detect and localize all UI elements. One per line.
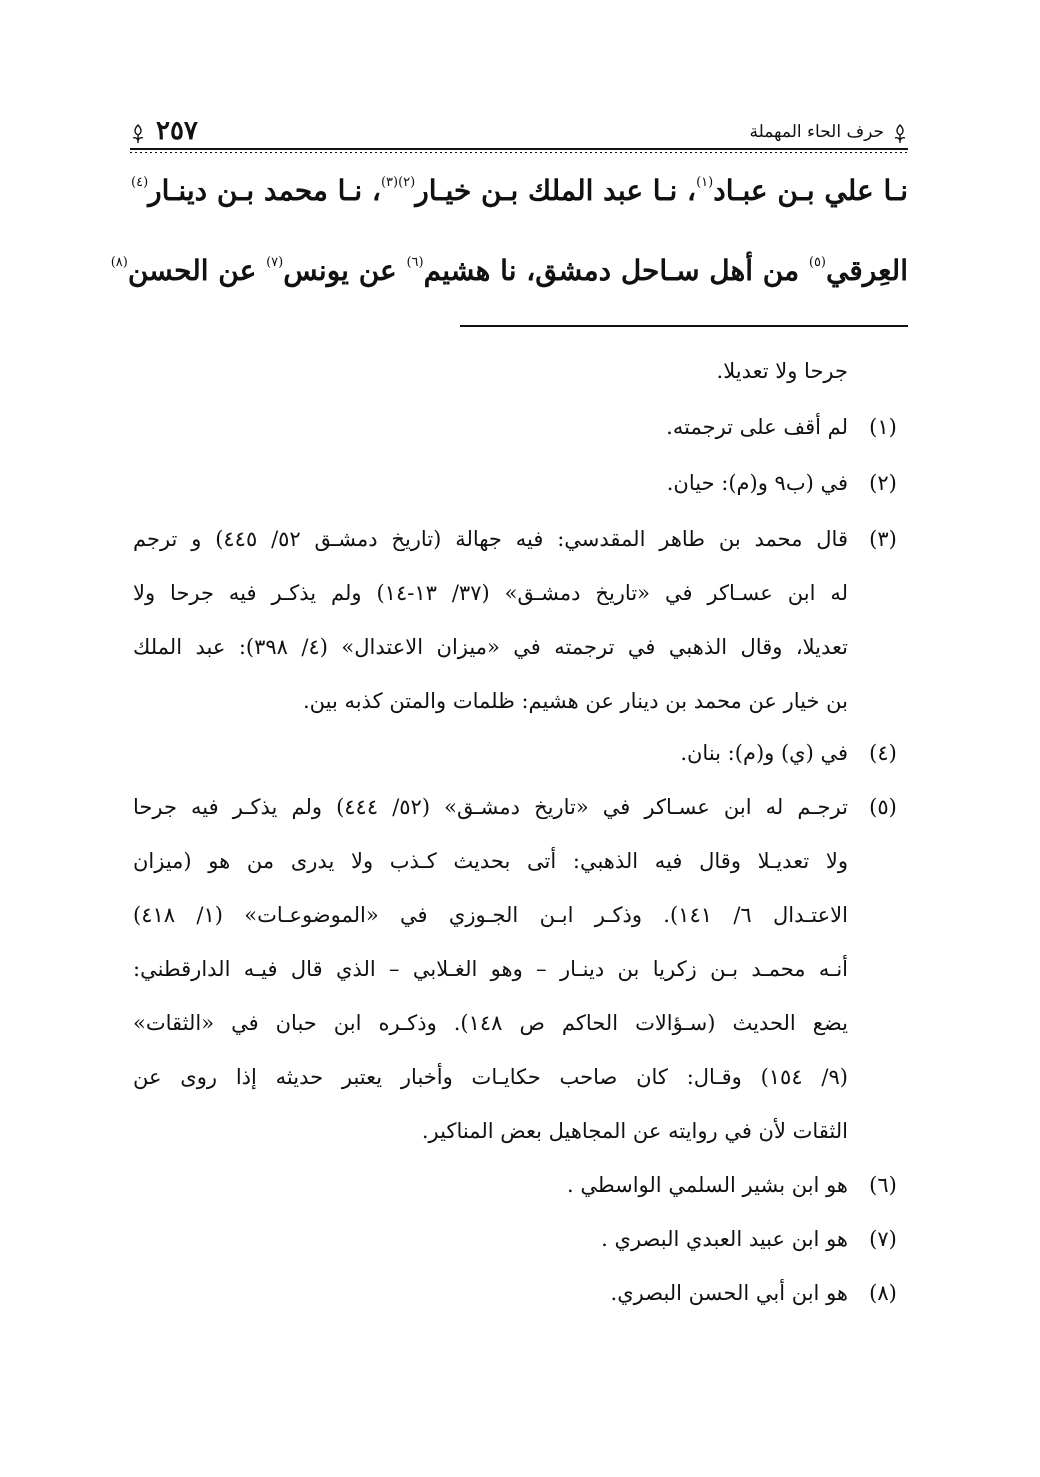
main-text: العِرقي xyxy=(826,254,908,287)
footnote-marker[interactable]: (٤) xyxy=(131,175,149,190)
footnote-text: ولا تعديـلا وقال فيه الذهبي: أتى بحديث كـذب ولا يدرى من هو (ميزان xyxy=(133,849,848,873)
footnote-text: هو ابن عبيد العبدي البصري . xyxy=(601,1227,848,1251)
page-number: ٢٥٧ xyxy=(156,116,198,146)
main-text: نـا علي بـن عبـاد xyxy=(713,174,908,207)
footnote-marker[interactable]: (٢)(٣) xyxy=(380,175,416,190)
footnote-marker[interactable]: (١) xyxy=(696,175,714,190)
footnote-number: (٦) xyxy=(869,1173,897,1197)
footnote-separator xyxy=(460,325,908,327)
footnote-text: يضع الحديث (سـؤالات الحاكم ص ١٤٨). وذكـره ابن حبان في «الثقات» xyxy=(133,1011,848,1035)
footnote-text: أنـه محمـد بـن زكريا بن دينـار – وهو الغـلابي – الذي قال فيـه الدارقطني: xyxy=(133,957,848,981)
footnote-number: (٥) xyxy=(869,795,897,819)
footnote-marker[interactable]: (٧) xyxy=(266,255,284,270)
footnote-number: (٣) xyxy=(869,527,897,551)
footnote-text: في (ب٩ و(م): حيان. xyxy=(666,471,848,495)
footnote-text: الثقات لأن في روايته عن المجاهيل بعض المناكير. xyxy=(421,1119,848,1143)
footnote-text: ترجـم له ابن عسـاكر في «تاريخ دمشـق» (٥٢/ ٤٤٤) ولم يذكـر فيه جرحا xyxy=(133,795,848,819)
footnote-number: (٧) xyxy=(869,1227,897,1251)
footnote-text: هو ابن بشير السلمي الواسطي . xyxy=(567,1173,848,1197)
main-text: ، نـا عبد الملك بـن خيـار xyxy=(415,174,697,207)
main-text-line-2 xyxy=(110,254,908,287)
floral-ornament-icon xyxy=(892,124,908,144)
main-text: عن يونس xyxy=(283,254,407,287)
footnote-text: قال محمد بن طاهر المقدسي: فيه جهالة (تاريخ دمشـق ٥٢/ ٤٤٥) و ترجم xyxy=(133,527,848,551)
footnote-text: بن خيار عن محمد بن دينار عن هشيم: ظلمات والمتن كذبه بين. xyxy=(303,689,848,713)
running-header xyxy=(130,116,908,156)
footnote-text: تعديلا، وقال الذهبي في ترجمته في «ميزان الاعتدال» (٤/ ٣٩٨): عبد الملك xyxy=(133,635,848,659)
floral-ornament-icon xyxy=(130,124,146,144)
footnote-marker[interactable]: (٨) xyxy=(110,255,128,270)
footnote-marker[interactable]: (٥) xyxy=(808,255,826,270)
main-text: عن الحسن xyxy=(127,254,267,287)
footnote-text: (٩/ ١٥٤) وقـال: كان صاحب حكايـات وأخبار يعتبر حديثه إذا روى عن xyxy=(133,1065,848,1089)
footnote-text: هو ابن أبي الحسن البصري. xyxy=(610,1281,848,1305)
footnote-text: في (ي) و(م): بنان. xyxy=(680,741,848,765)
chapter-title: حرف الحاء المهملة xyxy=(749,122,884,142)
footnote-text: لم أقف على ترجمته. xyxy=(666,415,848,439)
footnote-text: له ابن عسـاكر في «تاريخ دمشـق» (٣٧/ ١٣-١٤) ولم يذكـر فيه جرحا ولا xyxy=(133,581,848,605)
main-text: ، نـا محمد بـن دينـار xyxy=(148,174,381,207)
main-text-line-1 xyxy=(132,176,908,205)
footnote-continuation: جرحا ولا تعديلا. xyxy=(716,359,848,383)
footnote-number: (١) xyxy=(869,415,897,439)
footnote-number: (٨) xyxy=(869,1281,897,1305)
footnote-number: (٢) xyxy=(869,471,897,495)
header-ornamental-rule xyxy=(130,148,908,153)
footnote-number: (٤) xyxy=(869,741,897,765)
footnote-marker[interactable]: (٦) xyxy=(406,255,424,270)
main-text: من أهل سـاحل دمشق، نا هشيم xyxy=(423,254,809,287)
footnote-text: الاعتـدال ٦/ ١٤١). وذكـر ابـن الجـوزي في «الموضوعـات» (١/ ٤١٨) xyxy=(133,903,848,927)
